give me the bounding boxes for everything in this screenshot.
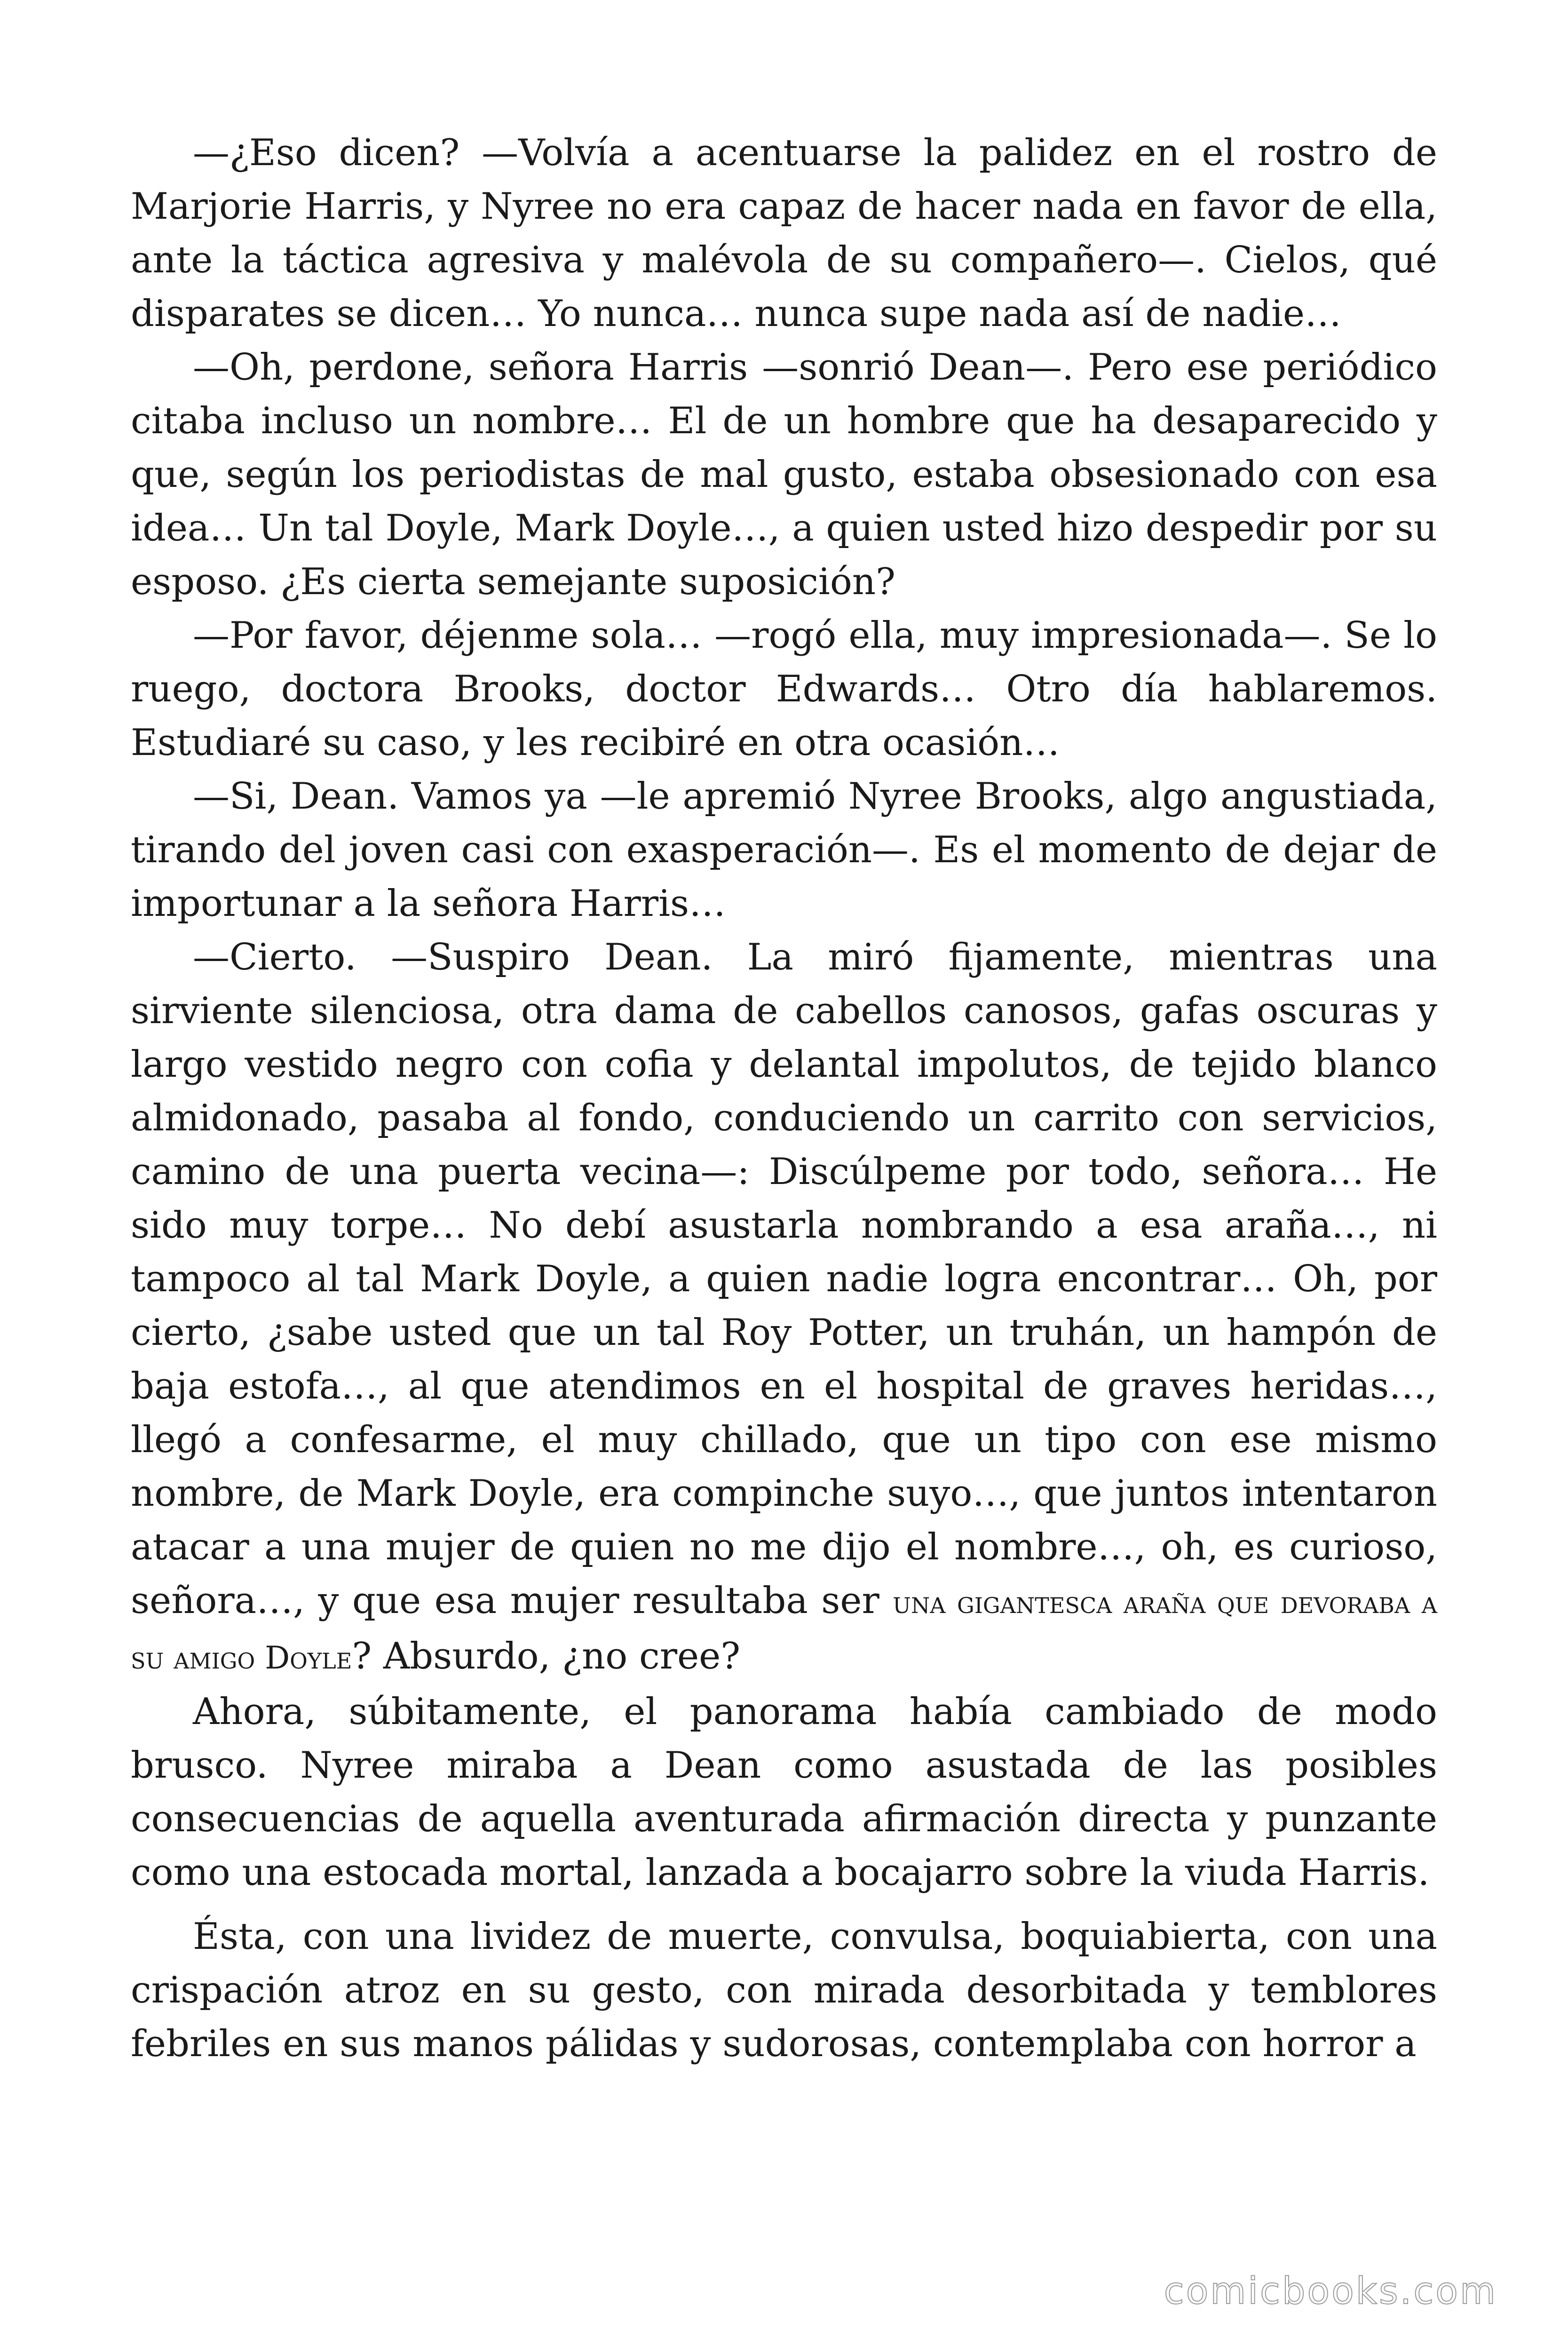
watermark-text: comicbooks.com: [1164, 2270, 1497, 2312]
paragraph-5-text: —Cierto. —Suspiro Dean. La miró fijamente, mientras una sirviente silenciosa, otra dama de cabellos canosos, gafas oscuras y largo vestido negro con cofia y delantal impolutos, de tejido blanco almidonado, pasaba al fondo, conduciendo un carrito con servicios, camino de una puerta vecina—: Discúlpeme por todo, señora… He sido muy torpe… No debí asustarla nombrando a esa araña…, ni tampoco al tal Mark Doyle, a quien nadie logra encontrar… Oh, por cierto, ¿sabe usted que un tal Roy Potter, un truhán, un hampón de baja estofa…, al que atendimos en el hospital de graves heridas…, llegó a confesarme, el muy chillado, que un tipo con ese mismo nombre, de Mark Doyle, era compinche suyo…, que juntos intentaron atacar a una mujer de quien no me dijo el nombre…, oh, es curioso, señora…, y que esa mujer resultaba ser: [131, 936, 1437, 1622]
paragraph-4: —Si, Dean. Vamos ya —le apremió Nyree Brooks, algo angustiada, tirando del joven casi con exasperación—. Es el momento de dejar de importunar a la señora Harris…: [131, 775, 1437, 925]
paragraph-5-smallcaps: una gigantesca araña que devoraba a su amigo Doyle: [131, 1584, 1437, 1676]
paragraph-5: [131, 930, 1437, 1685]
paragraph-7: Ésta, con una lividez de muerte, convulsa, boquiabierta, con una crispación atroz en su gesto, con mirada desorbitada y temblores febriles en sus manos pálidas y sudorosas, contemplaba con horror a: [131, 1915, 1437, 2065]
paragraph-2: —Oh, perdone, señora Harris —sonrió Dean—. Pero ese periódico citaba incluso un nombre… El de un hombre que ha desaparecido y que, según los periodistas de mal gusto, estaba obsesionado con esa idea… Un tal Doyle, Mark Doyle…, a quien usted hizo despedir por su esposo. ¿Es cierta semejante suposición?: [131, 346, 1437, 603]
body-text: [131, 126, 1437, 2071]
paragraph-5-ending: ? Absurdo, ¿no cree?: [352, 1635, 741, 1677]
paragraph-1: —¿Eso dicen? —Volvía a acentuarse la palidez en el rostro de Marjorie Harris, y Nyree no era capaz de hacer nada en favor de ella, ante la táctica agresiva y malévola de su compañero—. Cielos, qué disparates se dicen… Yo nunca… nunca supe nada así de nadie…: [131, 132, 1437, 335]
paragraph-3: —Por favor, déjenme sola… —rogó ella, muy impresionada—. Se lo ruego, doctora Brooks, doctor Edwards… Otro día hablaremos. Estudiaré su caso, y les recibiré en otra ocasión…: [131, 614, 1437, 764]
paragraph-6: Ahora, súbitamente, el panorama había cambiado de modo brusco. Nyree miraba a Dean como asustada de las posibles consecuencias de aquella aventurada afirmación directa y punzante como una estocada mortal, lanzada a bocajarro sobre la viuda Harris.: [131, 1691, 1437, 1894]
